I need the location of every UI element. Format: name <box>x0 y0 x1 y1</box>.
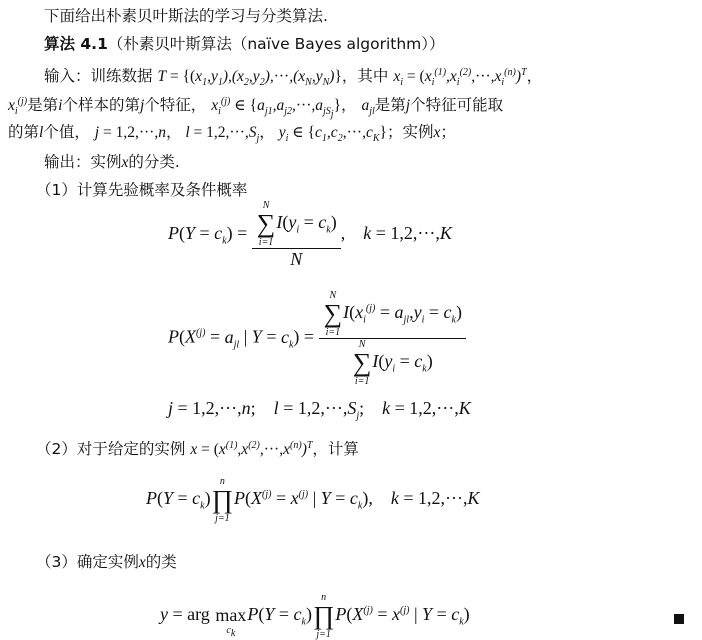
argmax-equation: y = arg max $c_k$ $P(Y = c_k)$ n ∏ j=1 $P(X^{(j)} = x^{(j)}$ | $Y = c_k$) <box>160 592 470 640</box>
posterior-product-equation: $P(Y = c_k)$ n ∏ j=1 $P(X^{(j)} = x^{(j)}$ | $Y = c_k$), k = 1,2,···,K <box>146 476 480 524</box>
algorithm-title <box>44 34 445 54</box>
input-line-3: 的第l个值， j = 1,2,···,n， $l = 1,2,\cdot\cdot\cdot,S_j$， $y_i$ ∈ $\{c_1,c_2,\cdot\cdot\cdot,c_K\}$；实例x； <box>8 123 456 145</box>
input-line-1 <box>44 63 542 93</box>
training-set-formula: $T = \{(x_1,y_1),(x_2,y_2),\cdot\cdot\cdot,(x_N,y_N)\}$ <box>157 68 342 89</box>
feature-vector-formula: $x_i = (x_i^{(1)},x_i^{(2)},\cdot\cdot\cdot,x_i^{(n)})^T$， <box>393 67 543 89</box>
conditional-probability-equation: $P(X^{(j)} = a_{jl}$ | $Y = c_k$) = N ∑ i=1 $I(x_i^{(j)} = a_{jl},y_i = c_k)$ N ∑ i=1 $I(y_i = c_k)$ <box>168 290 466 387</box>
input-tail: ，其中 <box>341 67 389 86</box>
input-label: 输入：训练数据 <box>44 67 153 86</box>
algorithm-name: （朴素贝叶斯算法（naïve Bayes algorithm）） <box>107 35 445 53</box>
index-ranges: j = 1,2,···,n; $l = 1,2,\cdot\cdot\cdot,S_j$; k = 1,2,···,K <box>168 398 471 422</box>
end-of-proof-marker <box>674 614 684 624</box>
output-line: 输出：实例x的分类. <box>44 153 180 171</box>
step-2-label: （2）对于给定的实例 $x = (x^{(1)},x^{(2)},\cdot\cdot\cdot,x^{(n)})^T$，计算 <box>36 440 359 459</box>
intro-text: 下面给出朴素贝叶斯法的学习与分类算法. <box>44 7 328 25</box>
step-3-label: （3）确定实例x的类 <box>36 553 177 571</box>
step-1-label: （1）计算先验概率及条件概率 <box>36 181 248 199</box>
input-line-2: $x_i^{(j)}$是第i个样本的第j个特征， $x_i^{(j)}$ ∈ $\{a_{j1},a_{j2},\cdot\cdot\cdot,a_{jS_j}\}$， $a_{jl}$是第j个特征可能取 <box>8 96 504 121</box>
algorithm-number: 算法 4.1 <box>44 35 108 53</box>
prior-probability-equation: $P(Y = c_k)$ = N ∑ i=1 $I(y_i = c_k)$ N , k = 1,2,···,K <box>168 200 452 269</box>
feature-domain-formula: $x_i^{(j)}$ ∈ $\{a_{j1},a_{j2},\cdot\cdot\cdot,a_{jS_j}\}$， <box>211 96 357 121</box>
